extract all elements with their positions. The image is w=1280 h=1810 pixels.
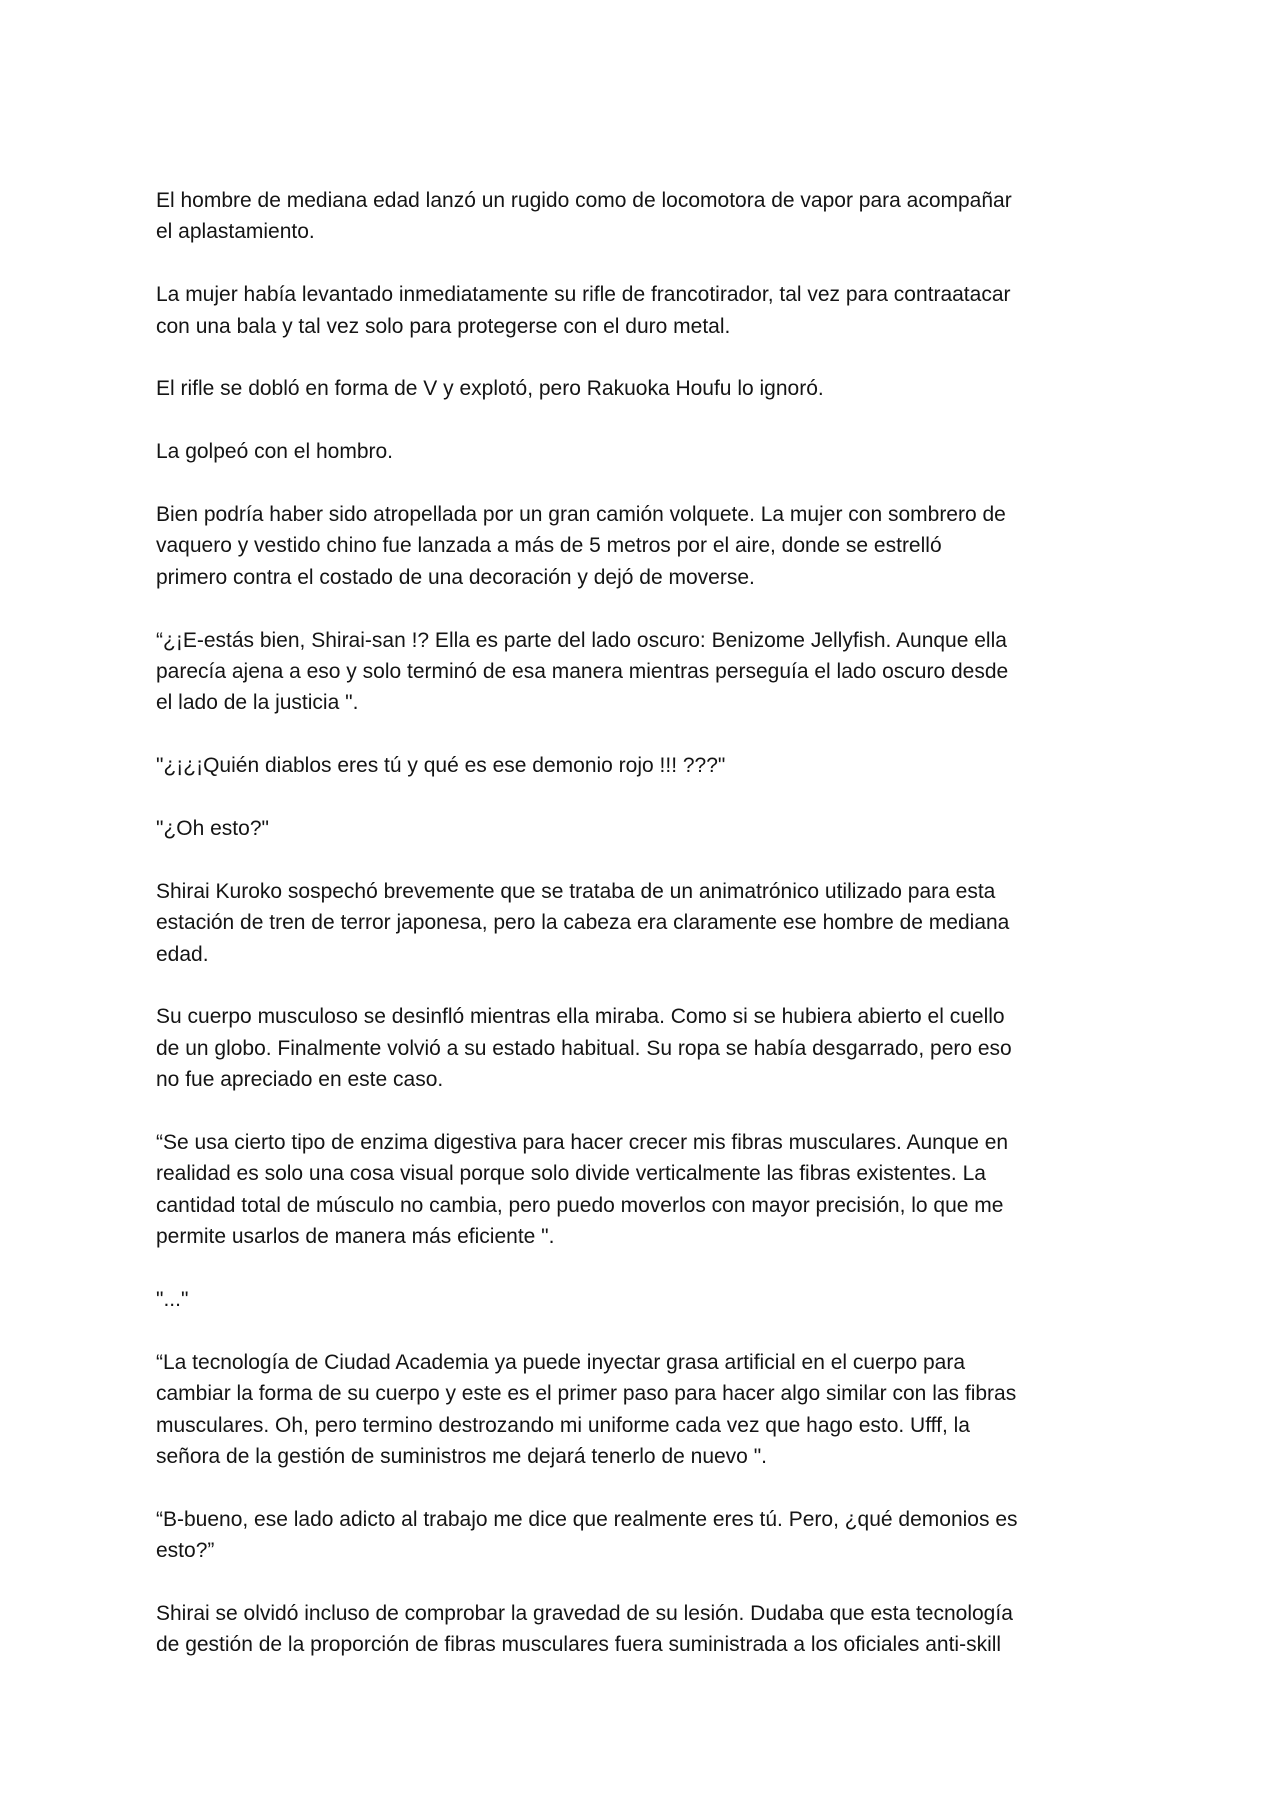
paragraph (156, 436, 1146, 467)
text-line: La mujer había levantado inmediatamente su rifle de francotirador, tal vez para contraatacar (156, 283, 1011, 307)
text-line: "¿¡¿¡Quién diablos eres tú y qué es ese demonio rojo !!! ???" (156, 754, 726, 778)
text-line: cambiar la forma de su cuerpo y este es el primer paso para hacer algo similar con las fibras (156, 1382, 1017, 1406)
text-line: señora de la gestión de suministros me dejará tenerlo de nuevo ". (156, 1445, 767, 1469)
text-line: La golpeó con el hombro. (156, 440, 393, 464)
text-line: edad. (156, 942, 209, 966)
text-line: de un globo. Finalmente volvió a su estado habitual. Su ropa se había desgarrado, pero eso (156, 1036, 1012, 1060)
paragraph (156, 1347, 1146, 1473)
document-body (156, 185, 1146, 1692)
paragraph (156, 1598, 1146, 1661)
text-line: musculares. Oh, pero termino destrozando mi uniforme cada vez que hago esto. Ufff, la (156, 1413, 970, 1437)
text-line: primero contra el costado de una decoración y dejó de moverse. (156, 565, 755, 589)
paragraph (156, 373, 1146, 404)
text-line: el aplastamiento. (156, 220, 315, 244)
text-line: permite usarlos de manera más eficiente ". (156, 1225, 555, 1249)
text-line: realidad es solo una cosa visual porque solo divide verticalmente las fibras existentes. La (156, 1162, 986, 1186)
paragraph (156, 1001, 1146, 1095)
text-line: vaquero y vestido chino fue lanzada a más de 5 metros por el aire, donde se estrelló (156, 534, 942, 558)
text-line: “Se usa cierto tipo de enzima digestiva para hacer crecer mis fibras musculares. Aunque en (156, 1131, 1009, 1155)
text-line: Bien podría haber sido atropellada por un gran camión volquete. La mujer con sombrero de (156, 503, 1006, 526)
text-line: Su cuerpo musculoso se desinfló mientras ella miraba. Como si se hubiera abierto el cuello (156, 1005, 1005, 1029)
paragraph (156, 750, 1146, 781)
text-line: “La tecnología de Ciudad Academia ya puede inyectar grasa artificial en el cuerpo para (156, 1350, 966, 1374)
text-line: parecía ajena a eso y solo terminó de esa manera mientras perseguía el lado oscuro desde (156, 660, 1009, 684)
paragraph (156, 1284, 1146, 1315)
text-line: el lado de la justicia ". (156, 691, 359, 715)
paragraph (156, 625, 1146, 719)
text-line: con una bala y tal vez solo para protegerse con el duro metal. (156, 314, 731, 338)
text-line: “B-bueno, ese lado adicto al trabajo me dice que realmente eres tú. Pero, ¿qué demonios es (156, 1507, 1018, 1531)
text-line: de gestión de la proporción de fibras musculares fuera suministrada a los oficiales anti-skill (156, 1633, 1002, 1657)
paragraph (156, 876, 1146, 970)
paragraph (156, 185, 1146, 248)
text-line: Shirai Kuroko sospechó brevemente que se trataba de un animatrónico utilizado para esta (156, 879, 996, 903)
text-line: “¿¡E-estás bien, Shirai-san !? Ella es parte del lado oscuro: Benizome Jellyfish. Aunque ella (156, 628, 1007, 652)
paragraph (156, 813, 1146, 844)
paragraph (156, 279, 1146, 342)
text-line: no fue apreciado en este caso. (156, 1068, 444, 1092)
text-line: El rifle se dobló en forma de V y explotó, pero Rakuoka Houfu lo ignoró. (156, 377, 824, 401)
paragraph (156, 1127, 1146, 1253)
text-line: estación de tren de terror japonesa, pero la cabeza era claramente ese hombre de mediana (156, 911, 1010, 935)
text-line: "¿Oh esto?" (156, 817, 269, 841)
text-line: cantidad total de músculo no cambia, pero puedo moverlos con mayor precisión, lo que me (156, 1193, 1004, 1217)
paragraph (156, 499, 1146, 593)
text-line: Shirai se olvidó incluso de comprobar la gravedad de su lesión. Dudaba que esta tecnología (156, 1602, 1013, 1626)
text-line: El hombre de mediana edad lanzó un rugido como de locomotora de vapor para acompañar (156, 189, 1012, 212)
text-line: esto?” (156, 1539, 215, 1563)
text-line: "..." (156, 1288, 189, 1312)
paragraph (156, 1504, 1146, 1567)
